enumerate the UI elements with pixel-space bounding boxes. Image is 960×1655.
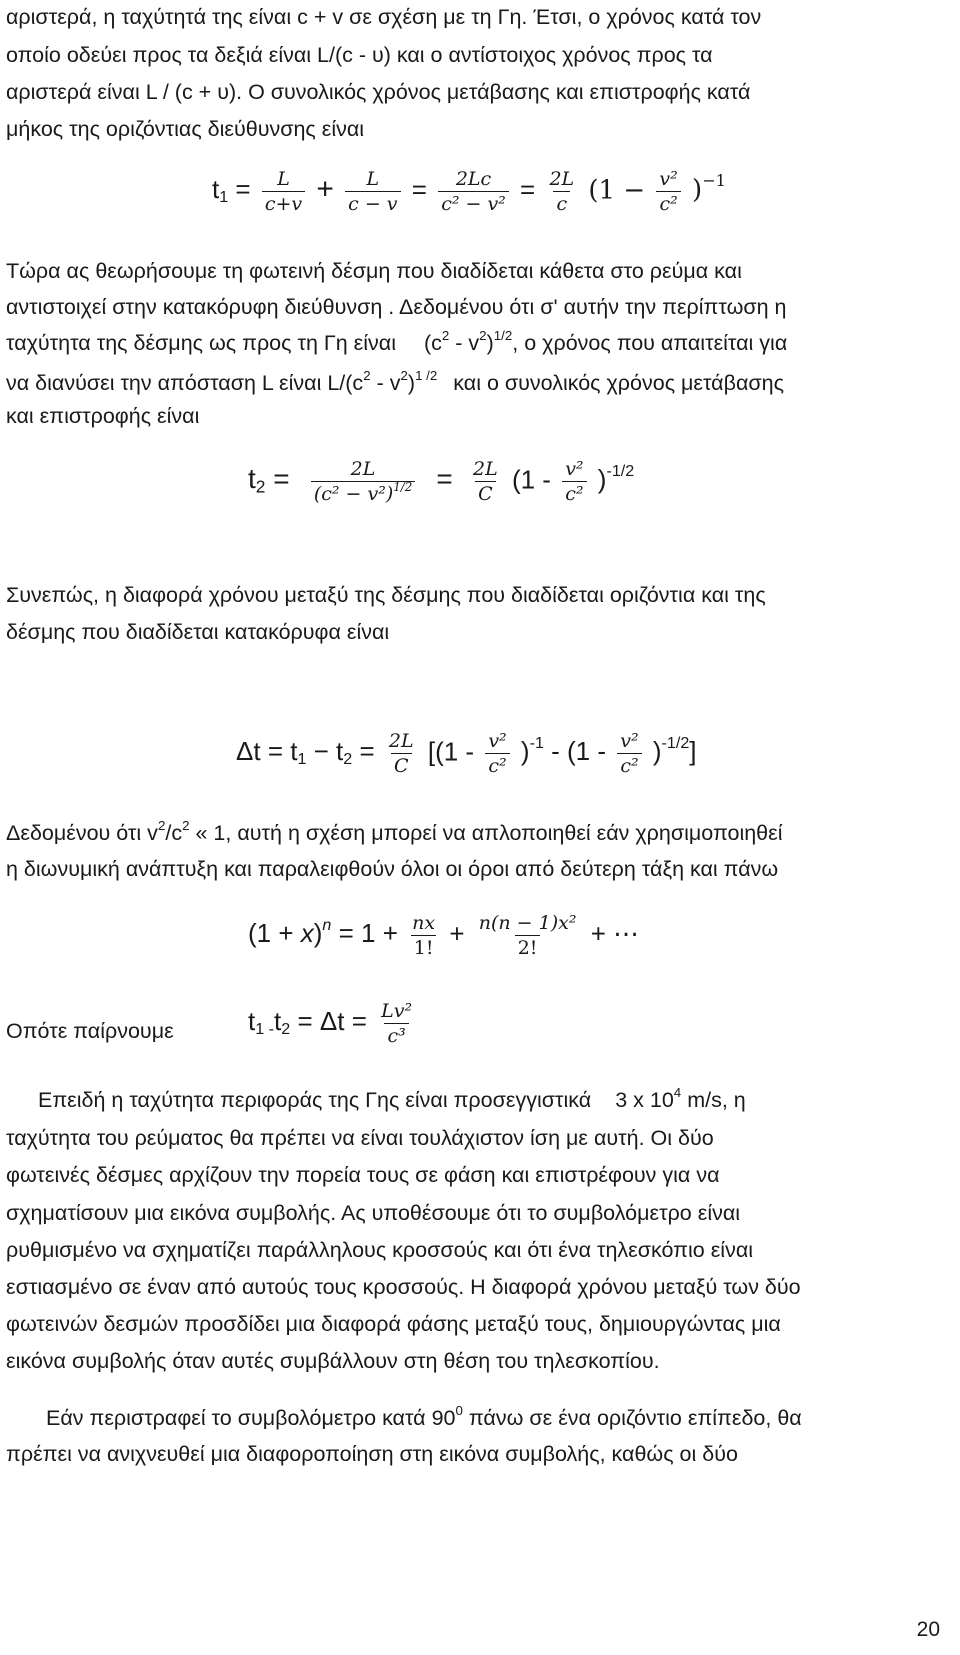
text-line: αριστερά, η ταχύτητά της είναι c + v σε σχέση με τη Γη. Έτσι, ο χρόνος κατά τον xyxy=(6,5,762,29)
equation-result: $t_{1 -}t_2 = \Delta t$ = $\frac{\text{Lv²}}{\text{c³}}$ xyxy=(248,1000,413,1047)
text-line: εικόνα συμβολής όταν αυτές συμβάλλουν στη θέση του τηλεσκοπίου. xyxy=(6,1349,660,1373)
text-segment: Εάν περιστραφεί το συμβολόμετρο κατά 90 xyxy=(46,1406,456,1430)
text-segment: /c xyxy=(165,821,183,845)
text-line: να διανύσει την απόσταση L είναι $L/(c^2 - v^2)^{1 /2}$ και ο συνολικός χρόνος μετάβασης xyxy=(6,368,785,395)
text-line: Συνεπώς, η διαφορά χρόνου μεταξύ της δέσμης που διαδίδεται οριζόντια και της xyxy=(6,583,766,607)
page-number: 20 xyxy=(916,1618,940,1641)
text-line xyxy=(38,1085,746,1115)
text-line: πρέπει να ανιχνευθεί μια διαφοροποίηση στη εικόνα συμβολής, καθώς οι δύο xyxy=(6,1442,738,1466)
text-line: φωτεινές δέσμες αρχίζουν την πορεία τους σε φάση και επιστρέφουν για να xyxy=(6,1163,720,1187)
text-segment: Επειδή η ταχύτητα περιφοράς της Γης είναι προσεγγιστικά xyxy=(38,1088,592,1112)
text-line: αντιστοιχεί στην κατακόρυφη διεύθυνση . Δεδομένου ότι σ' αυτήν την περίπτωση η xyxy=(6,295,787,319)
text-line: η διωνυμική ανάπτυξη και παραλειφθούν όλοι οι όροι από δεύτερη τάξη και πάνω xyxy=(6,857,779,881)
text-segment: να διανύσει την απόσταση L είναι L/(c xyxy=(6,371,364,395)
text-line: σχηματίσουν μια εικόνα συμβολής. Ας υποθέσουμε ότι το συμβολόμετρο είναι xyxy=(6,1201,741,1225)
text-line: μήκος της οριζόντιας διεύθυνσης είναι xyxy=(6,117,365,141)
text-segment: ταχύτητα της δέσμης ως προς τη Γη είναι xyxy=(6,331,396,355)
text-segment: , ο χρόνος που απαιτείται για xyxy=(512,331,788,355)
equation-delta-t: $\Delta t = t_1 - t_2$ = $\frac{2L}{C}$ [(1 - $\frac{\text{v²}}{\text{c²}}$ )$^{-1}$ - (1 - $\frac{\text{v²}}{\text{c²}}$ )$^{-1/2}$] xyxy=(236,730,697,777)
text-line: δέσμης που διαδίδεται κατακόρυφα είναι xyxy=(6,620,390,644)
text-line: και επιστροφής είναι xyxy=(6,404,200,428)
exponent: 4 xyxy=(673,1085,682,1101)
text-line: Δεδομένου ότι $v^2/c^2$ « 1, αυτή η σχέση μπορεί να απλοποιηθεί εάν χρησιμοποιηθεί xyxy=(6,818,783,845)
equation-t1: $t_1$ = $\frac{L}{c+v}$ + $\frac{L}{c - v}$ = $\frac{2Lc}{\text{c² − v²}}$ = $\frac{2L}{c}$ (1 − $\frac{\text{v²}}{\text{c²}}$ )$^{-1}$ xyxy=(212,168,726,215)
equation-binomial: $(1 + x)^n = 1$ + $\frac{nx}{1!}$ + $\frac{\text{n(n − 1)x²}}{2!}$ + ⋯ xyxy=(248,912,640,959)
text-segment: πάνω σε ένα οριζόντιο επίπεδο, θα xyxy=(468,1406,802,1430)
text-segment: « 1, αυτή η σχέση μπορεί να απλοποιηθεί εάν χρησιμοποιηθεί xyxy=(195,821,783,845)
text-line: οποίο οδεύει προς τα δεξιά είναι L/(c - υ) και ο αντίστοιχος χρόνος προς τα xyxy=(6,43,713,67)
text-line: ταχύτητα της δέσμης ως προς τη Γη είναι $(c^2 - v^2)^{1/2}$, ο χρόνος που απαιτείται για xyxy=(6,328,788,355)
text-segment: και ο συνολικός χρόνος μετάβασης xyxy=(453,371,785,395)
text-line: αριστερά είναι L / (c + υ). Ο συνολικός χρόνος μετάβασης και επιστροφής κατά xyxy=(6,80,751,104)
exponent: 0 xyxy=(455,1403,463,1419)
text-segment: m/s, η xyxy=(687,1088,746,1112)
text-segment: Δεδομένου ότι v xyxy=(6,821,158,845)
text-line: ρυθμισμένο να σχηματίζει παράλληλους κροσσούς και ότι ένα τηλεσκόπιο είναι xyxy=(6,1238,754,1262)
equation-t2: $t_2$ = $\frac{2L}{(c^2 - v^2)^{1/2}}$ = $\frac{2L}{C}$ (1 - $\frac{\text{v²}}{\text{c²}}$ )$^{-1/2}$ xyxy=(248,458,635,505)
text-line: Τώρα ας θεωρήσουμε τη φωτεινή δέσμη που διαδίδεται κάθετα στο ρεύμα και xyxy=(6,259,742,283)
text-line xyxy=(46,1403,802,1433)
text-line: φωτεινών δεσμών προσδίδει μια διαφορά φάσης μεταξύ τους, δημιουργώντας μια xyxy=(6,1312,781,1336)
text-line: ταχύτητα του ρεύματος θα πρέπει να είναι τουλάχιστον ίση με αυτή. Οι δύο xyxy=(6,1126,714,1150)
text-segment: 3 x 10 xyxy=(615,1088,674,1112)
result-label: Οπότε παίρνουμε xyxy=(6,1019,174,1043)
text-line: εστιασμένο σε έναν από αυτούς τους κροσσούς. Η διαφορά χρόνου μεταξύ των δύο xyxy=(6,1275,801,1299)
